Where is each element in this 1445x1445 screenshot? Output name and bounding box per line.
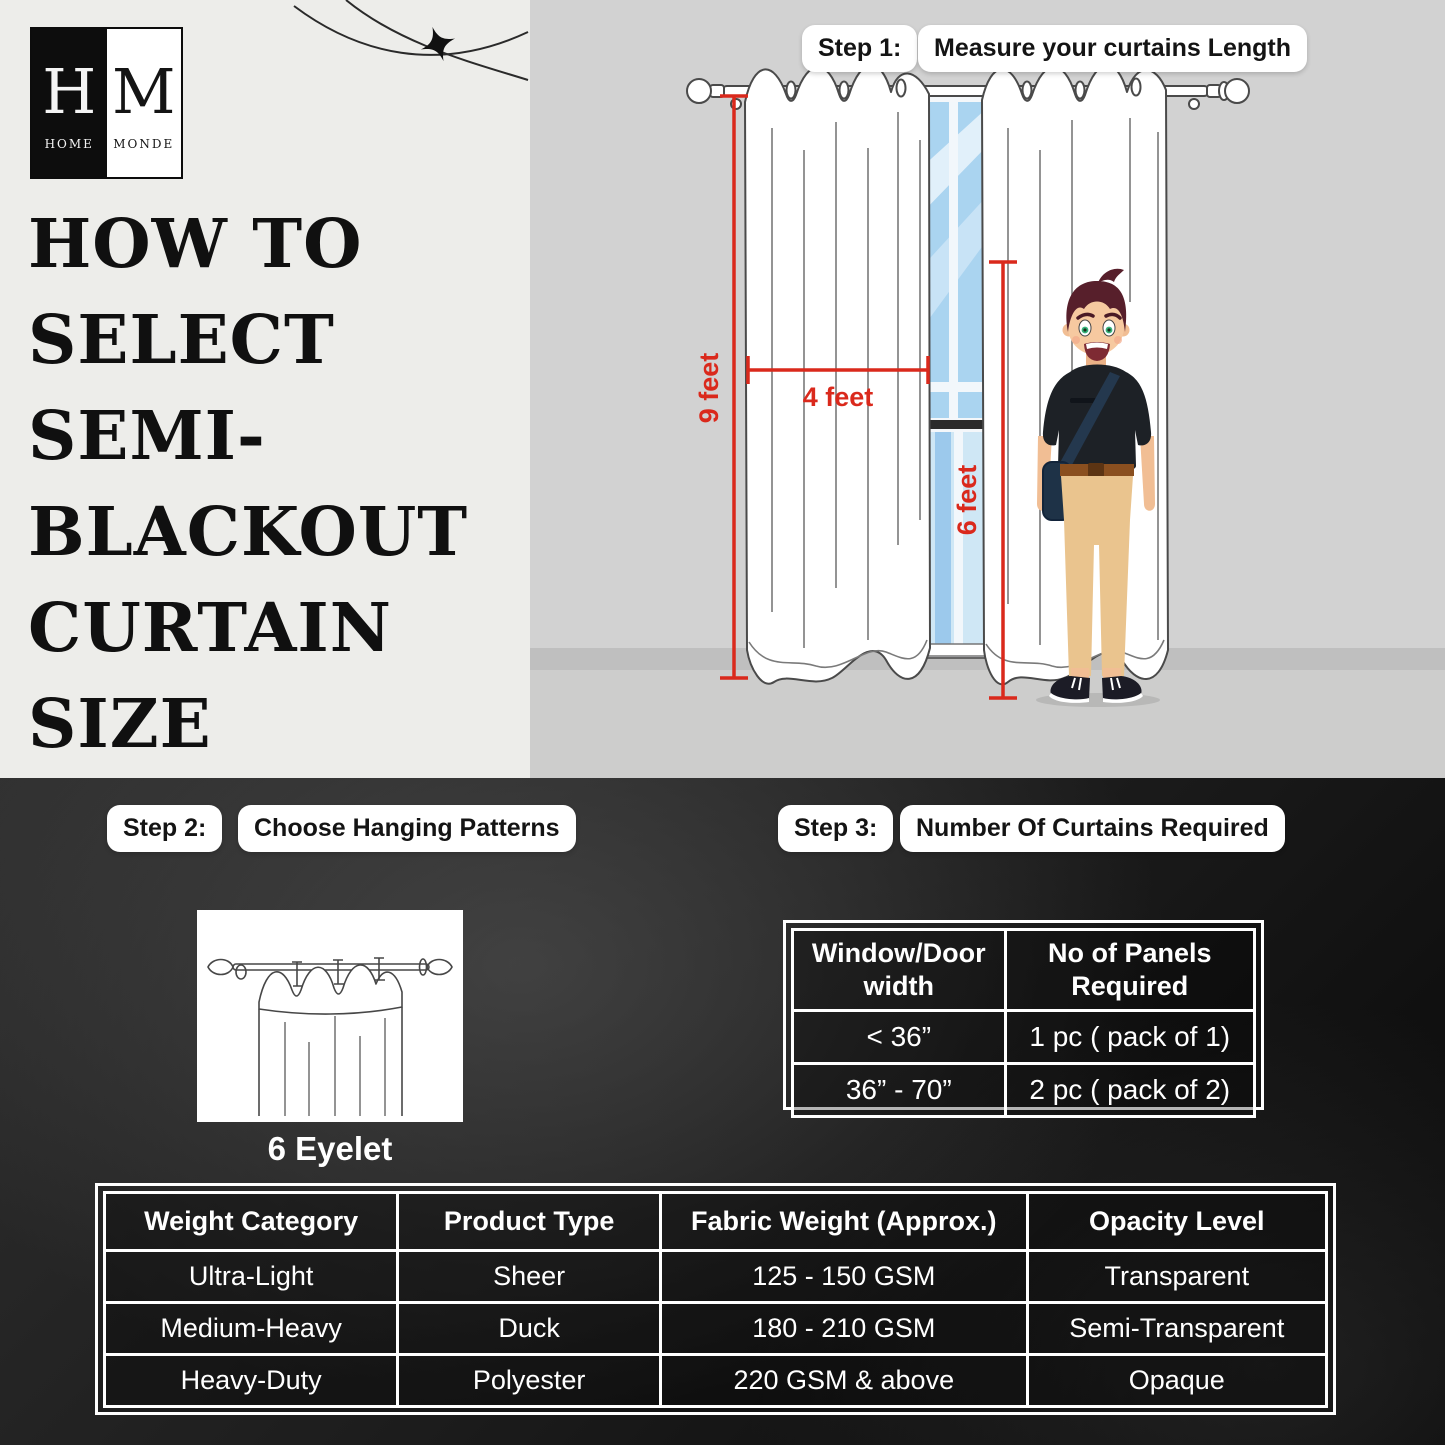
table-row (105, 1303, 1327, 1355)
step3-title-pill (900, 805, 1285, 852)
title-line: BLACKOUT (28, 492, 469, 571)
col-header-product-type: Product Type (398, 1193, 661, 1251)
cell-polyester: Polyester (398, 1355, 661, 1407)
cell-width-36-70: 36” - 70” (793, 1064, 1006, 1117)
cell-heavy-duty: Heavy-Duty (105, 1355, 398, 1407)
table-header-row (105, 1193, 1327, 1251)
bottom-section (0, 778, 1445, 1445)
panels-required-table (783, 920, 1264, 1110)
step2-title-pill (238, 805, 576, 852)
floor (530, 670, 1445, 778)
sparkle-doodle-icon (288, 0, 530, 112)
logo-letter-h: H (42, 55, 97, 128)
cell-medium-heavy: Medium-Heavy (105, 1303, 398, 1355)
cell-panels-2pc: 2 pc ( pack of 2) (1005, 1064, 1254, 1117)
table-header-row (793, 930, 1255, 1011)
cell-180-210: 180 - 210 GSM (660, 1303, 1027, 1355)
title-line: SELECT (28, 300, 335, 379)
cell-panels-1pc: 1 pc ( pack of 1) (1005, 1011, 1254, 1064)
step2-label: Step 2: (123, 814, 207, 842)
col-header-panels-required: No of Panels Required (1005, 930, 1254, 1011)
title-line: SIZE (28, 684, 212, 763)
cell-width-lt36: < 36” (793, 1011, 1006, 1064)
col-header-fabric-weight: Fabric Weight (Approx.) (660, 1193, 1027, 1251)
logo-word-home: HOME (44, 137, 94, 151)
measure-diagram-panel (530, 0, 1445, 778)
step3-title: Number Of Curtains Required (916, 814, 1269, 842)
step2-title: Choose Hanging Patterns (254, 814, 560, 842)
step1-title-pill (918, 25, 1307, 72)
cell-220-above: 220 GSM & above (660, 1355, 1027, 1407)
brand-logo (30, 27, 183, 179)
curtain-panel-left (745, 65, 930, 683)
table-row (105, 1355, 1327, 1407)
eyelet-pattern-name: 6 Eyelet (267, 1130, 393, 1167)
logo-word-monde: MONDE (113, 137, 175, 151)
fabric-weight-table (95, 1183, 1336, 1415)
step2-label-pill (107, 805, 222, 852)
table-row (793, 1064, 1255, 1117)
step1-label-pill (802, 25, 917, 72)
col-header-opacity-level: Opacity Level (1027, 1193, 1326, 1251)
table-row (105, 1251, 1327, 1303)
step1-title: Measure your curtains Length (934, 34, 1292, 62)
step3-label: Step 3: (794, 814, 878, 842)
eyelet-curtain-illustration (197, 910, 463, 1122)
cell-transparent: Transparent (1027, 1251, 1326, 1303)
cell-sheer: Sheer (398, 1251, 661, 1303)
eyelet-pattern-card (197, 910, 463, 1122)
page-title (28, 196, 528, 772)
measure-6ft-label: 6 feet (952, 464, 982, 536)
cell-semi-transparent: Semi-Transparent (1027, 1303, 1326, 1355)
cell-duck: Duck (398, 1303, 661, 1355)
step3-label-pill (778, 805, 893, 852)
title-line: HOW TO (28, 204, 363, 283)
cell-125-150: 125 - 150 GSM (660, 1251, 1027, 1303)
step1-label: Step 1: (818, 34, 902, 62)
col-header-window-width: Window/Door width (793, 930, 1006, 1011)
logo-monde-half (107, 29, 182, 177)
title-line: CURTAIN (28, 588, 393, 667)
curtain-measure-illustration (530, 0, 1445, 778)
cell-ultra-light: Ultra-Light (105, 1251, 398, 1303)
measure-9ft-label: 9 feet (694, 352, 724, 424)
title-line: SEMI- (28, 396, 266, 475)
col-header-weight-category: Weight Category (105, 1193, 398, 1251)
logo-home-half (32, 29, 107, 177)
left-panel (0, 0, 530, 778)
cell-opaque: Opaque (1027, 1355, 1326, 1407)
measure-4ft-label: 4 feet (802, 382, 874, 412)
table-row (793, 1011, 1255, 1064)
logo-letter-m: M (112, 55, 176, 128)
